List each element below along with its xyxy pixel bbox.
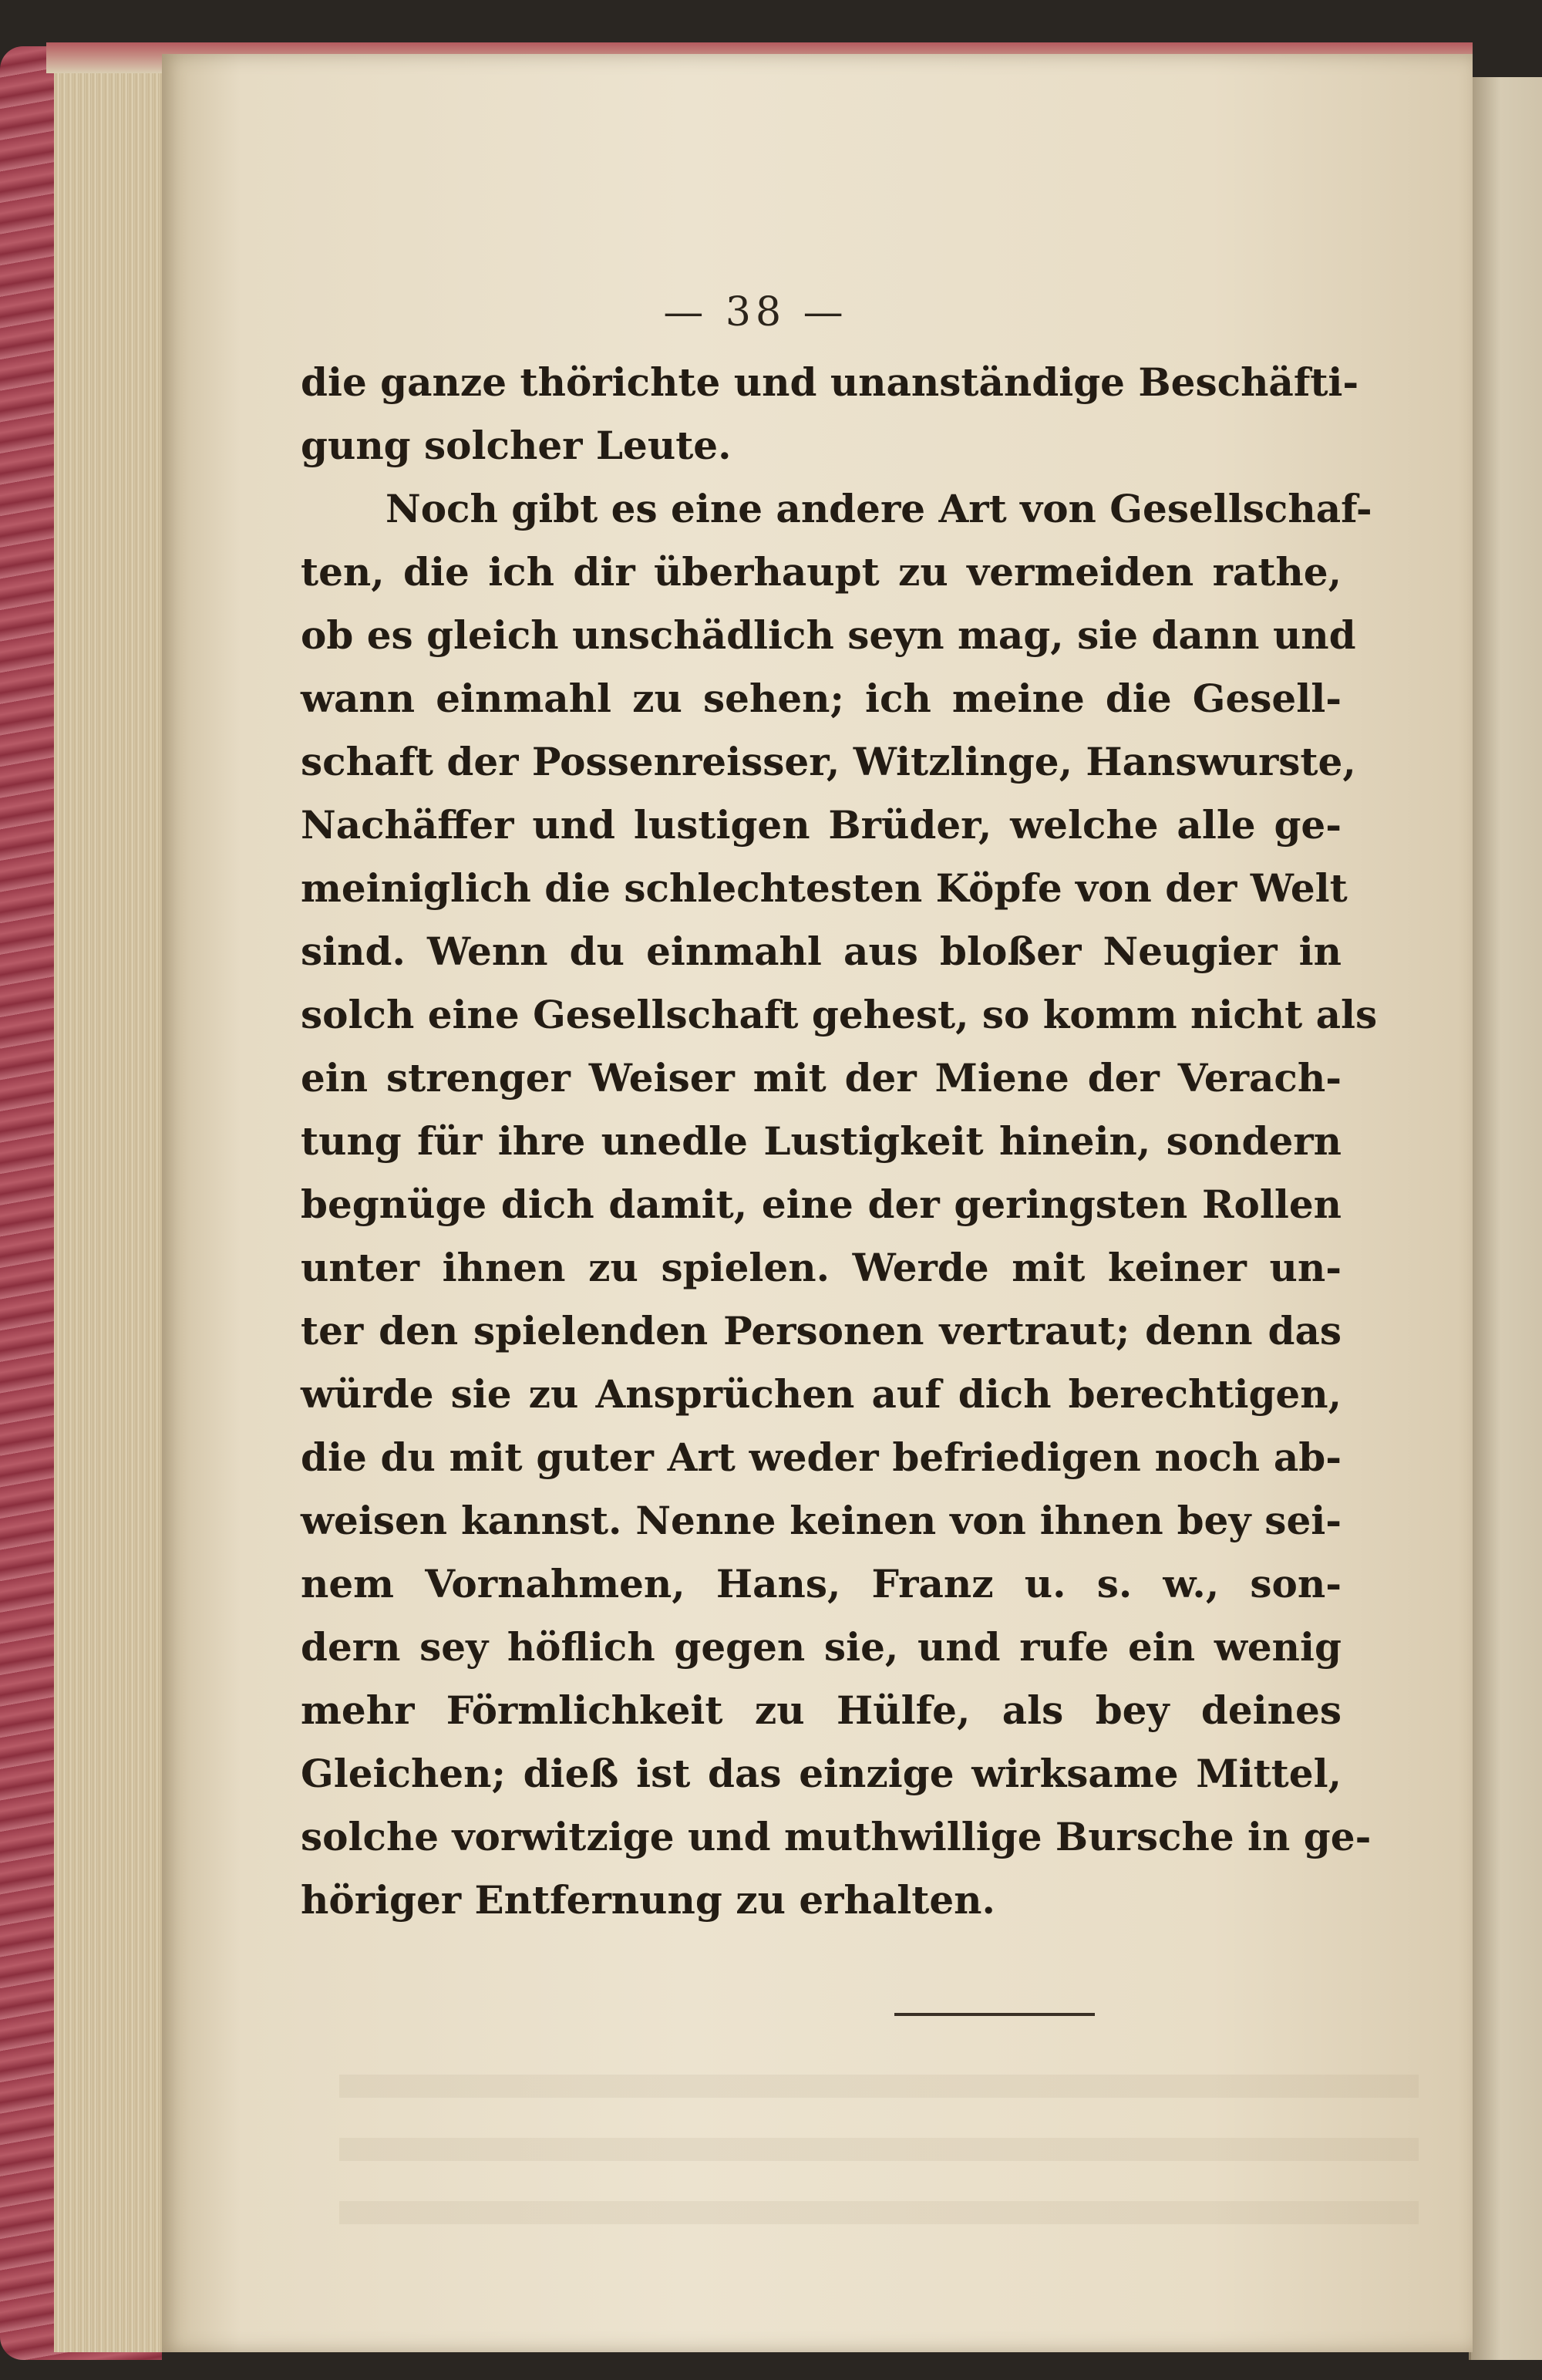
text-line: würde sie zu Ansprüchen auf dich berechtigen, (301, 1371, 1342, 1417)
text-line: die ganze thörichte und unanständige Beschäfti- (301, 359, 1359, 405)
body-text (301, 351, 1378, 1932)
facing-page-edge (1469, 77, 1542, 2360)
show-through-text (339, 2075, 1419, 2244)
text-line: schaft der Possenreisser, Witzlinge, Hanswurste, (301, 739, 1356, 784)
text-line: wann einmahl zu sehen; ich meine die Gesell- (301, 676, 1342, 721)
book-page (162, 54, 1473, 2352)
page-number: — 38 — (663, 289, 848, 335)
text-line: meiniglich die schlechtesten Köpfe von der Welt (301, 865, 1348, 911)
text-line: Noch gibt es eine andere Art von Gesellschaf- (386, 486, 1372, 531)
text-line: dern sey höflich gegen sie, und rufe ein wenig (301, 1624, 1342, 1670)
text-line: die du mit guter Art weder befriedigen noch ab- (301, 1434, 1342, 1480)
text-line: solch eine Gesellschaft gehest, so komm nicht als (301, 992, 1378, 1037)
text-line: ein strenger Weiser mit der Miene der Verach- (301, 1055, 1342, 1101)
text-line: gung solcher Leute. (301, 423, 732, 468)
text-line: ter den spielenden Personen vertraut; denn das (301, 1308, 1342, 1353)
text-line: weisen kannst. Nenne keinen von ihnen bey sei- (301, 1498, 1342, 1543)
text-line: sind. Wenn du einmahl aus bloßer Neugier in (301, 929, 1342, 974)
text-line: ob es gleich unschädlich seyn mag, sie dann und (301, 612, 1356, 658)
text-line: solche vorwitzige und muthwillige Bursche in ge- (301, 1814, 1372, 1859)
text-line: tung für ihre unedle Lustigkeit hinein, sondern (301, 1118, 1342, 1164)
text-line: Gleichen; dieß ist das einzige wirksame Mittel, (301, 1751, 1342, 1796)
page-stack-edges (54, 46, 170, 2352)
text-line: höriger Entfernung zu erhalten. (301, 1877, 995, 1923)
text-line: Nachäffer und lustigen Brüder, welche alle ge- (301, 802, 1342, 848)
text-line: nem Vornahmen, Hans, Franz u. s. w., son- (301, 1561, 1342, 1606)
text-line: begnüge dich damit, eine der geringsten Rollen (301, 1182, 1342, 1227)
text-line: ten, die ich dir überhaupt zu vermeiden rathe, (301, 549, 1342, 595)
end-rule (894, 2013, 1095, 2016)
text-line: mehr Förmlichkeit zu Hülfe, als bey deines (301, 1687, 1342, 1733)
text-line: unter ihnen zu spielen. Werde mit keiner un- (301, 1245, 1342, 1290)
